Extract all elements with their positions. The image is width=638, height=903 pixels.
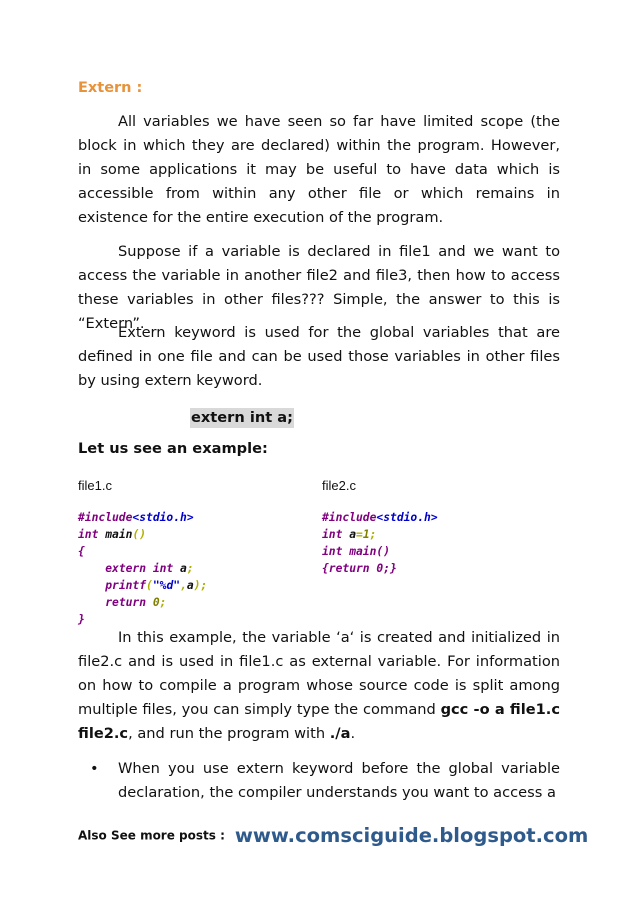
paragraph-explanation-end: . (350, 725, 356, 742)
code-token: = (356, 528, 363, 541)
code-token: int (322, 528, 343, 541)
paragraph-explanation-text: In this example, the variable ‘a‘ is created and initialized in file2.c and is used in file1.c as external variable. For information on how to compile a program whose source code is split among multiple files, you can simply type the command (78, 629, 560, 718)
footer-link[interactable]: www.comsciguide.blogspot.com (234, 824, 589, 847)
run-command: ./a (329, 725, 351, 742)
paragraph-question-text: Suppose if a variable is declared in file1 and we want to access the variable in another file2 and file3, then how to access these variables in other files??? Simple, the answer to this is “Extern”. (78, 243, 560, 332)
bullet-item (90, 757, 560, 805)
paragraph-definition-text: Extern keyword is used for the global variables that are defined in one file and can be used those variables in other files by using extern keyword. (78, 324, 560, 389)
code-token: {return 0;} (322, 562, 397, 575)
file2-label: file2.c (322, 478, 356, 493)
code-token: 0 (152, 596, 160, 609)
code-token: return (105, 596, 147, 609)
code-token: ( (146, 579, 153, 592)
code-token: "%d" (152, 579, 181, 592)
code-token: ; (369, 528, 377, 541)
code-token: a (186, 579, 194, 592)
paragraph-definition (78, 321, 560, 393)
paragraph-explanation-middle: , and run the program with (128, 725, 330, 742)
paragraph-intro-text: All variables we have seen so far have limited scope (the block in which they are declared) within the program. However, in some applications it may be useful to have data which is accessible from within any other file or which remains in existence for the entire execution of the program. (78, 113, 560, 226)
file1-label: file1.c (78, 478, 112, 493)
code-token: #include (322, 511, 377, 524)
code-token: ); (193, 579, 208, 592)
code-token: #include (78, 511, 133, 524)
code-token: extern int (105, 562, 174, 575)
code-token: } (78, 613, 85, 626)
code-token: { (78, 545, 85, 558)
file1-code-block (78, 509, 207, 628)
code-token: main (105, 528, 133, 541)
code-token: () (132, 528, 147, 541)
bullet-text: When you use extern keyword before the global variable declaration, the compiler understands you want to access a (118, 760, 560, 801)
code-token: a (349, 528, 357, 541)
code-token: ; (186, 562, 194, 575)
example-heading: Let us see an example: (78, 440, 268, 457)
footer-label: Also See more posts : (78, 828, 225, 843)
compile-command: gcc -o a file1.c file2.c (78, 701, 560, 742)
code-token: printf (105, 579, 147, 592)
code-token: int (78, 528, 99, 541)
code-token: 1 (362, 528, 370, 541)
code-token: ; (159, 596, 167, 609)
code-token: <stdio.h> (376, 511, 438, 524)
file2-code-block (322, 509, 438, 577)
paragraph-explanation (78, 626, 560, 746)
code-token: , (180, 579, 187, 592)
section-heading: Extern : (78, 80, 143, 96)
footer (78, 824, 588, 847)
code-token: <stdio.h> (132, 511, 194, 524)
code-token: int main() (322, 545, 391, 558)
bullet-dot-icon: • (90, 760, 99, 777)
extern-statement: extern int a; (191, 409, 293, 426)
paragraph-intro (78, 110, 560, 230)
code-token: a (180, 562, 187, 575)
